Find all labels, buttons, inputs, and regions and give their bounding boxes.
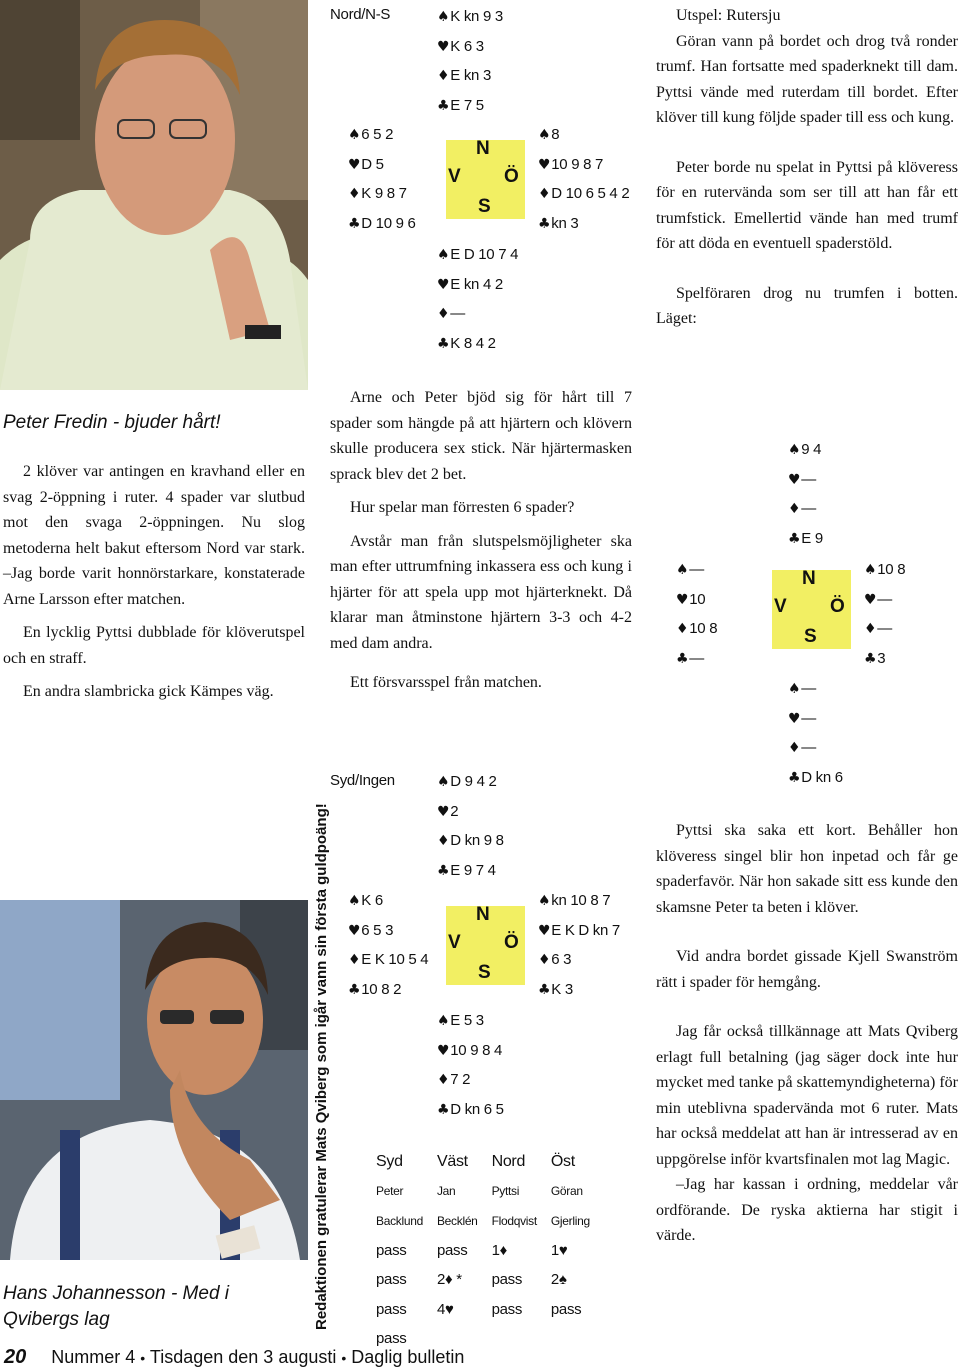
heart-icon: ♥	[437, 1042, 450, 1059]
ending-east-hand: ♠10 8 ♥— ♦— ♣3	[864, 561, 906, 667]
bid: 2♦ *	[436, 1271, 462, 1289]
bid: pass	[376, 1330, 407, 1348]
compass-south: S	[804, 626, 817, 647]
club-icon: ♣	[437, 1101, 450, 1118]
diamond-icon: ♦	[348, 952, 361, 968]
club-icon: ♣	[437, 97, 450, 114]
deal2-west-hand: ♠K 6 ♥6 5 3 ♦E K 10 5 4 ♣10 8 2	[348, 892, 429, 998]
bid: 4♥	[436, 1300, 454, 1318]
right-paragraph-1: Utspel: Rutersju	[676, 7, 781, 24]
right-paragraph-8: –Jag har kassan i ordning, meddelar vår ordförande. De ryska aktierna har stigit i värde.	[656, 1176, 958, 1244]
sidebar-congratulation: Redaktionen gratulerar Mats Qviberg som igår vann sin första guldpoäng!	[313, 803, 330, 1330]
compass-box-2	[446, 906, 525, 985]
club-icon: ♣	[538, 215, 551, 232]
bullet-icon: •	[140, 1350, 146, 1366]
club-icon: ♣	[864, 650, 877, 667]
bidding-table	[376, 1147, 604, 1354]
deal1-south-hand: ♠E D 10 7 4 ♥E kn 4 2 ♦— ♣K 8 4 2	[437, 246, 519, 352]
club-icon: ♣	[676, 650, 689, 667]
player-last-name: Flodqvist	[491, 1213, 537, 1228]
compass-west: V	[448, 932, 461, 953]
deal2-label: Syd/Ingen	[330, 772, 395, 789]
left-article-text	[3, 459, 305, 713]
photo2-caption: Hans Johannesson - Med i Qvibergs lag	[3, 1283, 230, 1330]
diamond-icon: ♦	[437, 1072, 450, 1088]
club-icon: ♣	[538, 981, 551, 998]
photo-peter-fredin	[0, 0, 308, 390]
spade-icon: ♠	[788, 681, 801, 697]
right-paragraph-2: Göran vann på bordet och drog två ronder trumf. Han fortsatte med spaderknekt till dam. Pyttsi vände med ruterdam till bordet. Efter klöver till kung följde spader till ess och kung.	[656, 32, 958, 126]
heart-icon: ♥	[538, 922, 551, 939]
club-icon: ♣	[348, 215, 361, 232]
spade-icon: ♠	[788, 442, 801, 458]
middle-article-text	[330, 385, 632, 704]
issue-date: Tisdagen den 3 augusti	[149, 1347, 337, 1367]
heart-icon: ♥	[437, 276, 450, 293]
diamond-icon: ♦	[538, 952, 551, 968]
middle-paragraph-3: Avstår man från slutspelsmöjligheter ska man efter uttrumfning inkassera ess och kung i hjärter för att spela upp mot hjärterknekt. Då klarar man åtminstone hjärtern 3-3 och 4-2 med dam andra.	[330, 532, 632, 652]
club-icon: ♣	[437, 335, 450, 352]
spade-icon: ♠	[437, 1013, 450, 1029]
bid: pass	[376, 1300, 407, 1318]
bid: pass	[491, 1271, 523, 1289]
right-paragraph-6: Vid andra bordet gissade Kjell Swanström rätt i spader för hemgång.	[656, 948, 958, 991]
club-icon: ♣	[788, 769, 801, 786]
photo-hans-johannesson	[0, 900, 308, 1260]
diamond-icon: ♦	[788, 501, 801, 517]
deal2-north-hand: ♠D 9 4 2 ♥2 ♦D kn 9 8 ♣E 9 7 4	[437, 773, 504, 879]
page-number: 20	[4, 1346, 27, 1368]
player-last-name: Becklén	[436, 1213, 478, 1228]
compass-east: Ö	[504, 166, 519, 187]
bidding-header: Öst	[550, 1152, 575, 1170]
player-last-name: Gjerling	[550, 1213, 590, 1228]
bidding-row	[376, 1265, 604, 1295]
bidding-header: Nord	[491, 1152, 526, 1170]
bid: 1♥	[550, 1241, 568, 1259]
right-paragraph-7: Jag får också tillkännage att Mats Qviberg erlagt full betalning (jag säger dock inte hur mycket med tanke på skattemyndigheterna) för min uteblivna spadervända mot 6 ruter. Mats har också meddelat att han är intresserad av en uppgörelse inför kvartsfinalen mot lag Magic.	[656, 1023, 958, 1168]
ending-north-hand: ♠9 4 ♥— ♦— ♣E 9	[788, 441, 823, 547]
heart-icon: ♥	[676, 591, 689, 608]
compass-east: Ö	[830, 596, 845, 617]
right-article-text-top	[656, 3, 958, 340]
middle-paragraph-4: Ett försvarsspel från matchen.	[350, 674, 542, 691]
club-icon: ♣	[437, 862, 450, 879]
heart-icon: ♥	[348, 922, 361, 939]
spade-icon: ♠	[437, 247, 450, 263]
deal1-west-hand: ♠6 5 2 ♥D 5 ♦K 9 8 7 ♣D 10 9 6	[348, 126, 416, 232]
bidding-header: Syd	[376, 1152, 403, 1170]
diamond-icon: ♦	[538, 186, 551, 202]
middle-paragraph-1: Arne och Peter bjöd sig för hårt till 7 spader som hängde på att hjärtern och klövern skulle producera sex stick. När hjärtermasken sprack blev det 2 bet.	[330, 389, 632, 483]
player-first-name: Jan	[436, 1184, 456, 1199]
right-paragraph-3: Peter borde nu spelat in Pyttsi på klöveress för en rutervända som ser till att han får ett trumfstick. Emellertid vände han med trumf för att döda en eventuell spaderstöld.	[656, 158, 958, 252]
spade-icon: ♠	[437, 9, 450, 25]
compass-west: V	[774, 596, 787, 617]
diamond-icon: ♦	[676, 621, 689, 637]
bullet-icon: •	[341, 1350, 347, 1366]
bid: pass	[550, 1300, 582, 1318]
compass-box-3	[772, 570, 851, 649]
spade-icon: ♠	[348, 893, 361, 909]
heart-icon: ♥	[864, 591, 877, 608]
page-footer	[4, 1346, 464, 1369]
deal2-south-hand: ♠E 5 3 ♥10 9 8 4 ♦7 2 ♣D kn 6 5	[437, 1012, 504, 1118]
compass-north: N	[476, 904, 490, 925]
compass-north: N	[802, 568, 816, 589]
spade-icon: ♠	[348, 127, 361, 143]
bid: pass	[491, 1300, 523, 1318]
compass-box-1	[446, 140, 525, 219]
heart-icon: ♥	[788, 710, 801, 727]
photo-hans-johannesson-image	[0, 900, 308, 1260]
player-first-name: Göran	[550, 1184, 583, 1199]
bid: 1♦	[491, 1241, 507, 1259]
right-paragraph-4: Spelföraren drog nu trumfen i botten. Läget:	[656, 284, 958, 327]
spade-icon: ♠	[864, 562, 877, 578]
compass-west: V	[448, 166, 461, 187]
left-paragraph-3: En andra slambricka gick Kämpes väg.	[23, 683, 274, 700]
club-icon: ♣	[788, 530, 801, 547]
club-icon: ♣	[348, 981, 361, 998]
paper-name: Daglig bulletin	[351, 1347, 465, 1367]
bidding-firstname-row	[376, 1177, 604, 1207]
left-paragraph-1: 2 klöver var antingen en kravhand eller en svag 2-öppning i ruter. 4 spader var slutbud mot den svaga 2-öppningen. Nu slog metoderna helt bakut eftersom Nord var stark. –Jag borde varit honnörstarkare, konstaterade Arne Larsson efter matchen.	[3, 463, 305, 608]
diamond-icon: ♦	[437, 68, 450, 84]
spade-icon: ♠	[538, 893, 551, 909]
bidding-row	[376, 1295, 604, 1325]
spade-icon: ♠	[538, 127, 551, 143]
bid: 2♠	[550, 1271, 567, 1289]
bidding-lastname-row	[376, 1206, 604, 1236]
compass-south: S	[478, 196, 491, 217]
heart-icon: ♥	[437, 38, 450, 55]
diamond-icon: ♦	[348, 186, 361, 202]
heart-icon: ♥	[437, 803, 450, 820]
bid: pass	[376, 1241, 407, 1259]
middle-paragraph-2: Hur spelar man förresten 6 spader?	[350, 499, 575, 516]
bidding-row	[376, 1236, 604, 1266]
photo1-caption: Peter Fredin - bjuder hårt!	[3, 412, 221, 433]
right-article-text-bottom	[656, 818, 958, 1257]
player-first-name: Pyttsi	[491, 1184, 520, 1199]
heart-icon: ♥	[788, 471, 801, 488]
issue-number: Nummer 4	[51, 1347, 136, 1367]
spade-icon: ♠	[676, 562, 689, 578]
compass-east: Ö	[504, 932, 519, 953]
bidding-header: Väst	[436, 1152, 468, 1170]
diamond-icon: ♦	[864, 621, 877, 637]
deal1-east-hand: ♠8 ♥10 9 8 7 ♦D 10 6 5 4 2 ♣kn 3	[538, 126, 630, 232]
compass-north: N	[476, 138, 490, 159]
player-first-name: Peter	[376, 1184, 404, 1199]
compass-south: S	[478, 962, 491, 983]
deal2-east-hand: ♠kn 10 8 7 ♥E K D kn 7 ♦6 3 ♣K 3	[538, 892, 620, 998]
left-paragraph-2: En lycklig Pyttsi dubblade för klöverutspel och en straff.	[3, 624, 305, 667]
photo-peter-fredin-image	[0, 0, 308, 390]
player-last-name: Backlund	[376, 1213, 423, 1228]
bidding-header-row	[376, 1147, 604, 1177]
ending-west-hand: ♠— ♥10 ♦10 8 ♣—	[676, 561, 718, 667]
deal1-north-hand: ♠K kn 9 3 ♥K 6 3 ♦E kn 3 ♣E 7 5	[437, 8, 503, 114]
heart-icon: ♥	[348, 156, 361, 173]
heart-icon: ♥	[538, 156, 551, 173]
bid	[551, 1324, 604, 1354]
diamond-icon: ♦	[437, 833, 450, 849]
diamond-icon: ♦	[788, 740, 801, 756]
bid: pass	[376, 1271, 407, 1289]
right-paragraph-5: Pyttsi ska saka ett kort. Behåller hon klöveress singel blir hon inpetad och får ge spaderfavör. När hon sakade sitt ess kunde den skamsne Peter ta beten i klöver.	[656, 822, 958, 916]
bid	[492, 1324, 551, 1354]
spade-icon: ♠	[437, 774, 450, 790]
bid: pass	[436, 1241, 468, 1259]
deal1-label: Nord/N-S	[330, 6, 391, 23]
ending-south-hand: ♠— ♥— ♦— ♣D kn 6	[788, 680, 843, 786]
diamond-icon: ♦	[437, 306, 450, 322]
